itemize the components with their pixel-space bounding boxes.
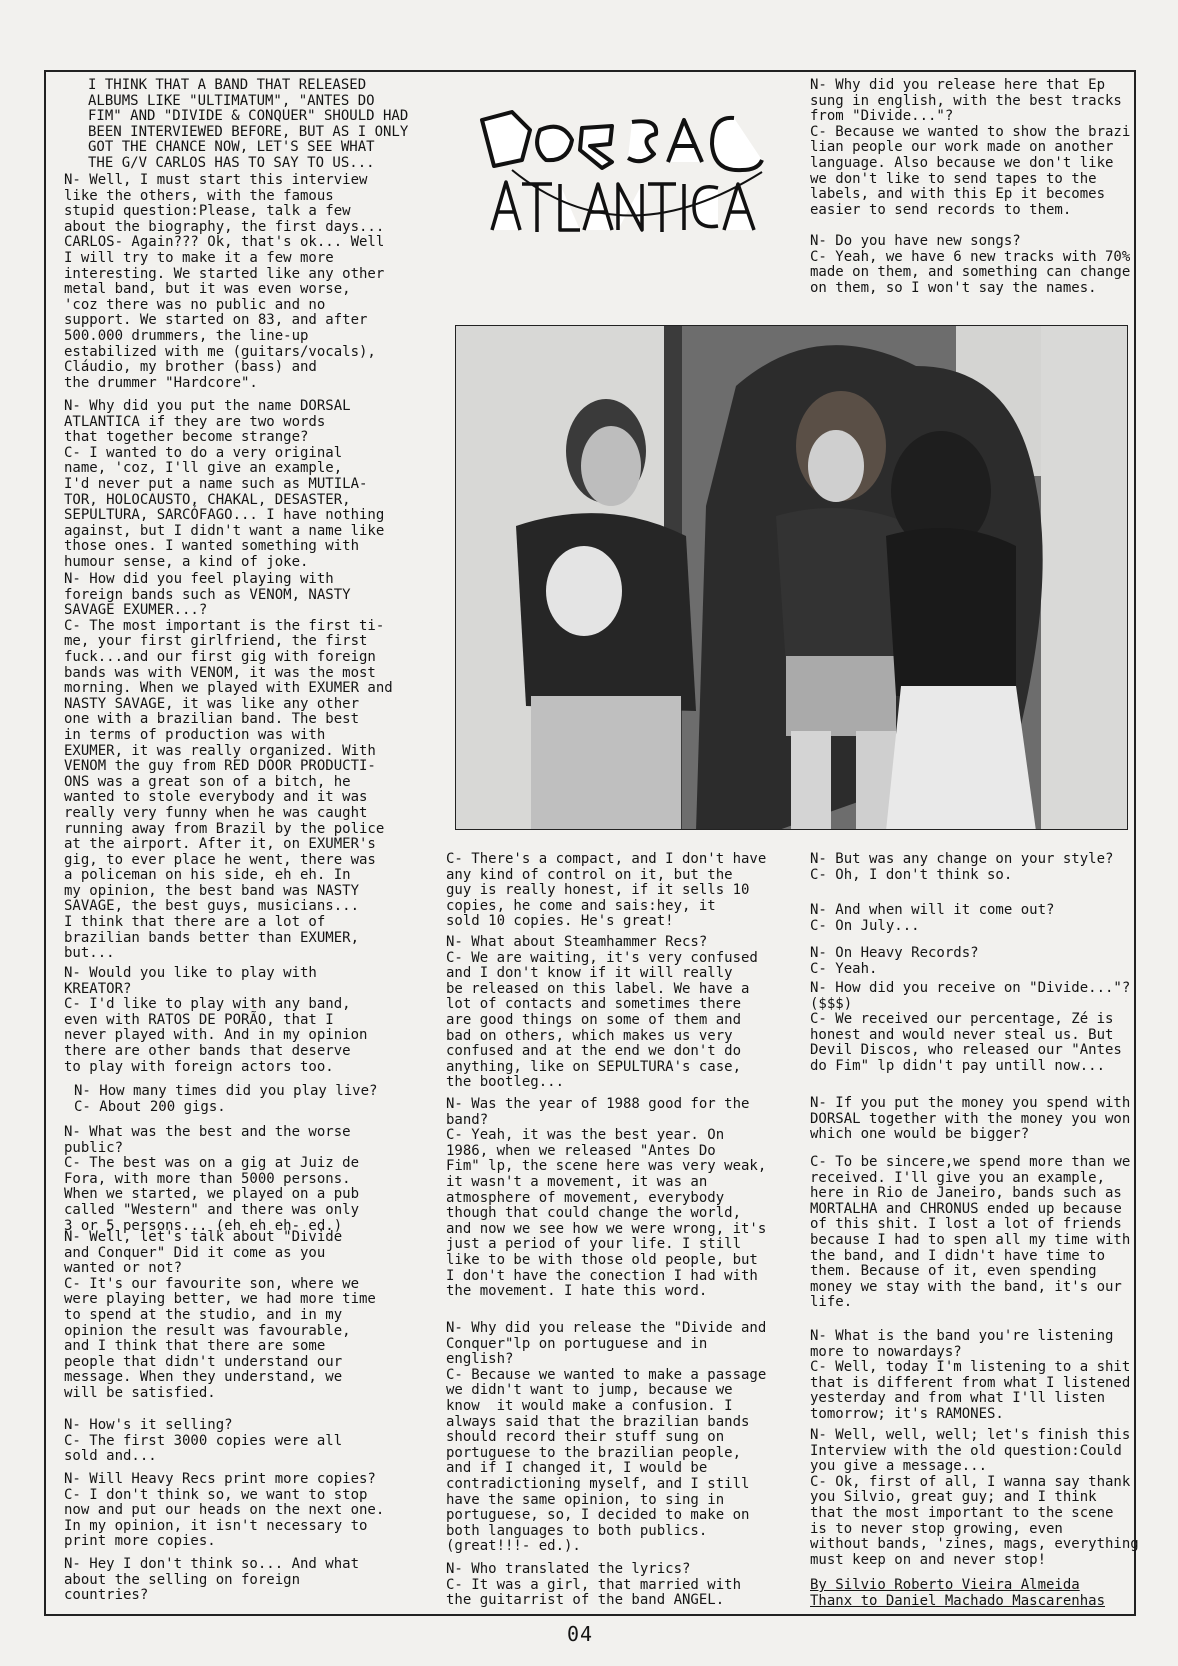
thanks-credit: Thanx to Daniel Machado Mascarenhas: [810, 1594, 1106, 1609]
question-foreign-selling: N- Hey I don't think so... And what about the selling on foreign countries?: [64, 1557, 360, 1604]
question-divide-conquer: N- Well, let's talk about "Divide and Conquer" Did it come as you wanted or not? C- It's our favourite son, where we were playing better, we had more time to spend at the studio, and in my opinion the result was favourable, and I think that there are some people that didn't understand our message. When they understand, we will be satisfied.: [64, 1230, 376, 1401]
question-portuguese-english: N- Why did you release the "Divide and Conquer"lp on portuguese and in english? C- Because we wanted to make a passage we didn't want to jump, because we know it would make a confusion. I always said that the brazilian bands should record their stuff sung on portuguese to the brazilian people, and if I changed it, I would be contradictioning myself, and I still have the same opinion, to sing in portuguese, so, I decided to make on both languages to both publics. (great!!!- ed.).: [446, 1321, 767, 1555]
question-money: N- If you put the money you spend with DORSAL together with the money you won which one would be bigger?: [810, 1096, 1131, 1143]
question-best-public: N- What was the best and the worse public? C- The best was on a gig at Juiz de Fora, with more than 5000 persons. When we started, we played on a pub called "Western" and there was only 3 or 5 persons... (eh eh eh- ed.): [64, 1125, 360, 1234]
question-foreign-bands: N- How did you feel playing with foreign bands such as VENOM, NASTY SAVAGE EXUMER...? C- The most important is the first ti- me, your first girlfriend, the first fuck...and our first gig with foreign bands was with VENOM, it was the most morning. When we played with EXUMER and NASTY SAVAGE, it was like any other one with a brazilian band. The best in terms of production was with EXUMER, it was really organized. With VENOM the guy from RED DOOR PRODUCTI- ONS was a great son of a bitch, he wanted to stole everybody and it was really very funny when he was caught running away from Brazil by the police at the airport. After it, on EXUMER's gig, to ever place he went, there was a policeman on his side, eh eh. In my opinion, the best band was NASTY SAVAGE, the best guys, musicians... I think that there are a lot of brazilian bands better than EXUMER, but...: [64, 572, 393, 962]
question-more-copies: N- Will Heavy Recs print more copies? C- I don't think so, we want to stop now and put our heads on the next one. In my opinion, it isn't necessary to print more copies.: [64, 1472, 385, 1550]
intro-paragraph: I THINK THAT A BAND THAT RELEASED ALBUMS LIKE "ULTIMATUM", "ANTES DO FIM" AND "DIVIDE & CONQUER" SHOULD HAD BEEN INTERVIEWED BEFORE, BUT AS I ONLY GOT THE CHANCE NOW, LET'S SEE WHAT THE G/V CARLOS HAS TO SAY TO US...: [88, 78, 409, 171]
question-steamhammer: N- What about Steamhammer Recs? C- We are waiting, it's very confused and I don't know if it will really be released on this label. We have a lot of contacts and sometimes there are good things on some of them and bad on others, which makes us very confused and at the end we don't do anything, like on SEPULTURA's case, the bootleg...: [446, 935, 758, 1091]
question-style-change: N- But was any change on your style? C- Oh, I don't think so.: [810, 852, 1114, 883]
question-message: N- Well, well, well; let's finish this Interview with the old question:Could you give a message... C- Ok, first of all, I wanna say thank you Silvio, great guy; and I think that the most important to the scene is to never stop growing, even without bands, 'zines, mags, everything must keep on and never stop!: [810, 1428, 1139, 1568]
question-biography: N- Well, I must start this interview like the others, with the famous stupid question:Please, talk a few about the biography, the first days... CARLOS- Again??? Ok, that's ok... Well I will try to make it a few more interesting. We started like any other metal band, but it was even worse, 'coz there was no public and no support. We started on 83, and after 500.000 drummers, the line-up estabilized with me (guitars/vocals), Cláudio, my brother (bass) and the drummer "Hardcore".: [64, 173, 385, 391]
question-label: N- On Heavy Records? C- Yeah.: [810, 946, 979, 977]
question-listening: N- What is the band you're listening more to nowardays? C- Well, today I'm listening to a shit that is different from what I listened yesterday and from what I'll listen tomorrow; it's RAMONES.: [810, 1329, 1131, 1422]
band-photo: [455, 325, 1128, 830]
question-year-1988: N- Was the year of 1988 good for the band? C- Yeah, it was the best year. On 1986, when we released "Antes Do Fim" lp, the scene here was very weak, it wasn't a movement, it was an atmosphere of movement, everybody though that could change the world, and now we see how we were wrong, it's just a period of your life. I still like to be with those old people, but I don't have the conection I had with the movement. I hate this word.: [446, 1097, 767, 1300]
question-selling: N- How's it selling? C- The first 3000 copies were all sold and...: [64, 1418, 343, 1465]
question-band-name: N- Why did you put the name DORSAL ATLANTICA if they are two words that together become strange? C- I wanted to do a very original name, 'coz, I'll give an example, I'd never put a name such as MUTILA- TOR, HOLOCAUSTO, CHAKAL, DESASTER, SEPULTURA, SARCÓFAGO... I have nothing against, but I didn't want a name like those ones. I wanted something with humour sense, a kind of joke.: [64, 399, 385, 570]
question-kreator: N- Would you like to play with KREATOR? C- I'd like to play with any band, even with RATOS DE PORÃO, that I never played with. And in my opinion there are other bands that deserve to play with foreign actors too.: [64, 966, 368, 1075]
author-credit: By Silvio Roberto Vieira Almeida: [810, 1578, 1080, 1593]
page-number: 04: [567, 1622, 594, 1646]
question-english-ep: N- Why did you release here that Ep sung in english, with the best tracks from "Divide..."? C- Because we wanted to show the brazi lian people our work made on another language. Also because we don't like we don't like to send tapes to the labels, and with this Ep it becomes easier to send records to them.: [810, 78, 1131, 218]
question-release-date: N- And when will it come out? C- On July...: [810, 903, 1055, 934]
answer-money: C- To be sincere,we spend more than we received. I'll give you an example, here in Rio de Janeiro, bands such as MORTALHA and CHRONUS ended up because of this shit. I lost a lot of friends because I had to spen all my time with the band, and I didn't have time to them. Because of it, even spending money we stay with the band, it's our life.: [810, 1155, 1131, 1311]
band-logo: [472, 100, 772, 250]
question-lyrics-translation: N- Who translated the lyrics? C- It was a girl, that married with the guitarrist of the band ANGEL.: [446, 1562, 742, 1609]
question-live-gigs: N- How many times did you play live? C- About 200 gigs.: [74, 1084, 378, 1115]
answer-compact: C- There's a compact, and I don't have any kind of control on it, but the guy is really honest, if it sells 10 copies, he come and sais:hey, it sold 10 copies. He's great!: [446, 852, 767, 930]
question-royalties: N- How did you receive on "Divide..."? ($$$) C- We received our percentage, Zé is honest and would never steal us. But Devil Discos, who released our "Antes do Fim" lp didn't pay untill now...: [810, 981, 1131, 1074]
question-new-songs: N- Do you have new songs? C- Yeah, we have 6 new tracks with 70% made on them, and something can change on them, so I won't say the names.: [810, 234, 1131, 296]
